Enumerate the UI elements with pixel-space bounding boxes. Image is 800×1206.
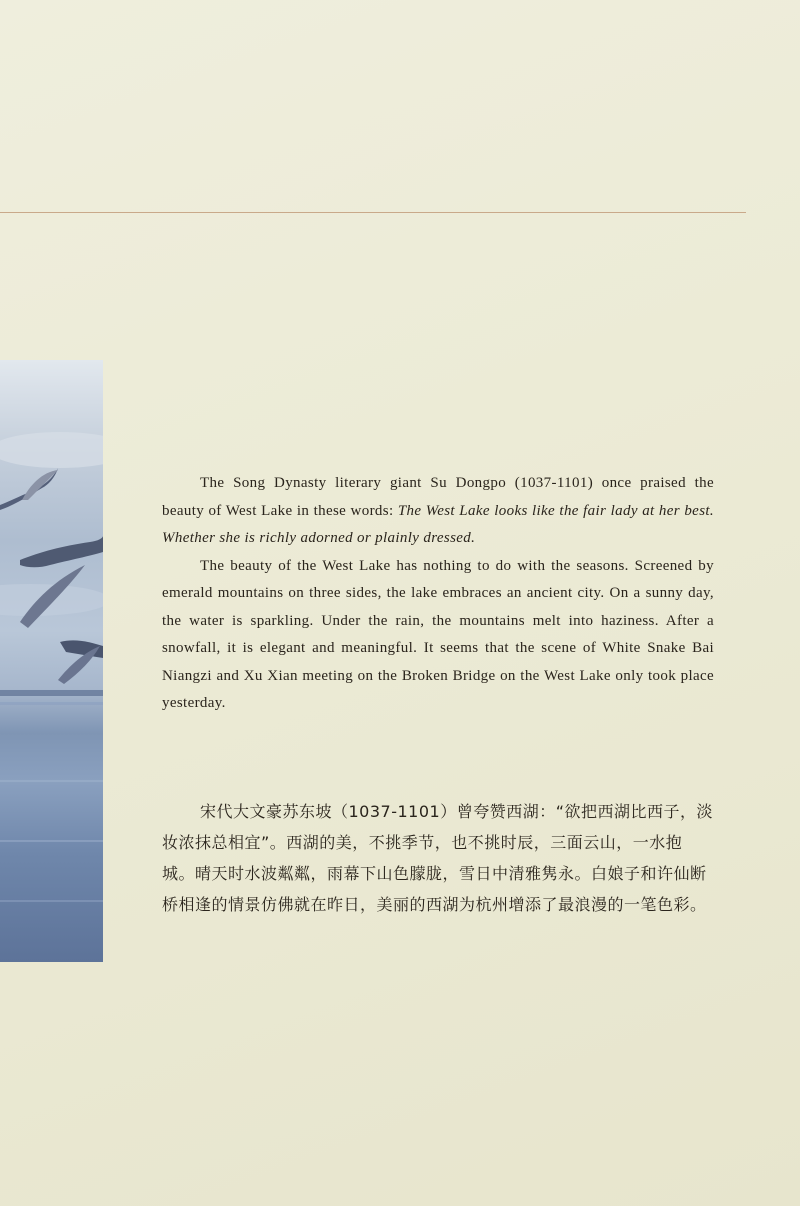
su-dongpo-quote: The West Lake looks like the fair lady at her best. Whether she is richly adorned or plainly dressed. <box>162 502 714 546</box>
english-text <box>162 470 714 718</box>
english-paragraph-1-lead: The Song Dynasty literary giant Su Dongpo (1037-1101) once praised the beauty of West Lake in these words: <box>162 475 714 519</box>
english-paragraph-1 <box>162 470 714 553</box>
geese-over-lake-photo <box>0 360 103 962</box>
flying-geese-illustration <box>0 360 103 962</box>
english-paragraph-2: The beauty of the West Lake has nothing to do with the seasons. Screened by emerald mountains on three sides, the lake embraces an ancient city. On a sunny day, the water is sparkling. Under the rain, the mountains melt into haziness. After a snowfall, it is elegant and meaningful. It seems that the scene of White Snake Bai Niangzi and Xu Xian meeting on the Broken Bridge on the West Lake only took place yesterday. <box>162 557 714 711</box>
divider-rule <box>0 212 746 213</box>
chinese-paragraph: 宋代大文豪苏东坡（1037-1101）曾夸赞西湖：“欲把西湖比西子，淡妆浓抹总相宜”。西湖的美，不挑季节，也不挑时辰，三面云山，一水抱城。晴天时水波粼粼，雨幕下山色朦胧，雪日中清雅隽永。白娘子和许仙断桥相逢的情景仿佛就在昨日，美丽的西湖为杭州增添了最浪漫的一笔色彩。 <box>162 802 714 914</box>
